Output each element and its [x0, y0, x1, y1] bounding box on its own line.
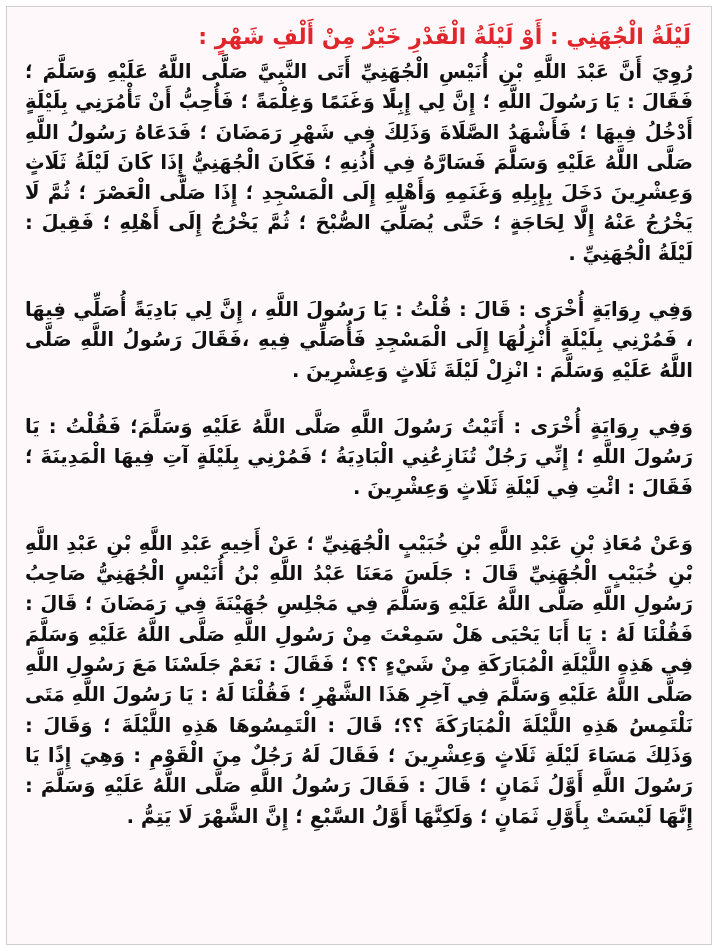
- section-title: لَيْلَةُ الْجُهَنِي : أَوْ لَيْلَةُ الْقَدْرِ خَيْرٌ مِنْ أَلْفِ شَهْرٍ :: [198, 25, 691, 50]
- paragraph-third-narration: وَفِي رِوَايَةٍ أُخْرَى : أَتَيْتُ رَسُولَ اللَّهِ صَلَّى اللَّهُ عَلَيْهِ وَسَلَّمَ؛ فَقُلْتُ : يَا رَسُولَ اللَّهِ ؛ إِنِّي رَجُلٌ تُنَازِعُنِي الْبَادِيَةُ ؛ فَمُرْنِي بِلَيْلَةٍ آتِ فِيهَا الْمَدِينَةَ ؛ فَقَالَ : ائْتِ فِي لَيْلَةِ ثَلَاثٍ وَعِشْرِينَ .: [25, 414, 693, 499]
- paragraph-gap: [25, 386, 693, 412]
- document-frame: [6, 6, 712, 945]
- paragraph-main-narration: رُوِيَ أَنَّ عَبْدَ اللَّهِ بْنِ أُنَيْسِ الْجُهَنِيِّ أَتَى النَّبِيَّ صَلَّى اللَّهُ عَلَيْهِ وَسَلَّمَ ؛ فَقَالَ : يَا رَسُولَ اللَّهِ ؛ إِنَّ لِي إِبِلًا وَغَنَمًا وَغِلْمَةً ؛ فَأُحِبُّ أَنْ تَأْمُرَنِي بِلَيْلَةٍ أَدْخُلُ فِيهَا ؛ فَأَشْهَدُ الصَّلَاةَ وَذَلِكَ فِي شَهْرِ رَمَضَانَ ؛ فَدَعَاهُ رَسُولُ اللَّهِ صَلَّى اللَّهُ عَلَيْهِ وَسَلَّمَ فَسَارَّهُ فِي أُذُنِهِ ؛ فَكَانَ الْجُهَنِيُّ إِذَا كَانَ لَيْلَةُ ثَلَاثٍ وَعِشْرِينَ دَخَلَ بِإِبِلِهِ وَغَنَمِهِ وَأَهْلِهِ إِلَى الْمَسْجِدِ ؛ إِذَا صَلَّى الْعَصْرَ ؛ ثُمَّ لَا يَخْرُجُ عَنْهُ إِلَّا لِحَاجَةٍ ؛ حَتَّى يُصَلِّيَ الصُّبْحَ ؛ ثُمَّ يَخْرُجُ إِلَى أَهْلِهِ ؛ فَقِيلَ : لَيْلَةُ الْجُهَنِيِّ .: [25, 60, 693, 265]
- paragraph-fourth-narration: وَعَنْ مُعَاذِ بْنِ عَبْدِ اللَّهِ بْنِ خُبَيْبٍ الْجُهَنِيِّ ؛ عَنْ أَخِيهِ عَبْدِ اللَّهِ بْنِ عَبْدِ اللَّهِ بْنِ خُبَيْبٍ الْجُهَنِيِّ قَالَ : جَلَسَ مَعَنَا عَبْدُ اللَّهِ بْنُ أُنَيْسٍ الْجُهَنِيُّ صَاحِبُ رَسُولِ اللَّهِ صَلَّى اللَّهُ عَلَيْهِ وَسَلَّمَ فِي مَجْلِسِ جُهَيْنَةَ فِي رَمَضَانَ ؛ قَالَ : فَقُلْنَا لَهُ : يَا أَبَا يَحْيَى هَلْ سَمِعْتَ مِنْ رَسُولِ اللَّهِ صَلَّى اللَّهُ عَلَيْهِ وَسَلَّمَ فِي هَذِهِ اللَّيْلَةِ الْمُبَارَكَةِ مِنْ شَيْءٍ ؟؟ ؛ فَقَالَ : نَعَمْ جَلَسْنَا مَعَ رَسُولِ اللَّهِ صَلَّى اللَّهُ عَلَيْهِ وَسَلَّمَ فِي آخِرِ هَذَا الشَّهْرِ ؛ فَقُلْنَا لَهُ : يَا رَسُولَ اللَّهِ مَتَى نَلْتَمِسُ هَذِهِ اللَّيْلَةَ الْمُبَارَكَةَ ؟؟؛ قَالَ : الْتَمِسُوهَا هَذِهِ اللَّيْلَةَ ؛ وَقَالَ : وَذَلِكَ مَسَاءَ لَيْلَةِ ثَلَاثٍ وَعِشْرِينَ ؛ فَقَالَ لَهُ رَجُلٌ مِنَ الْقَوْمِ : وَهِيَ إِذًا يَا رَسُولَ اللَّهِ أَوَّلُ ثَمَانٍ ؛ قَالَ : فَقَالَ رَسُولُ اللَّهِ صَلَّى اللَّهُ عَلَيْهِ وَسَلَّمَ : إِنَّهَا لَيْسَتْ بِأَوَّلِ ثَمَانٍ ؛ وَلَكِنَّهَا أَوَّلُ السَّبْعِ ؛ إِنَّ الشَّهْرَ لَا يَتِمُّ .: [25, 531, 693, 828]
- document-content: [25, 19, 693, 832]
- paragraph-gap: [25, 503, 693, 529]
- paragraph-second-narration: وَفِي رِوَايَةٍ أُخْرَى : قَالَ : قُلْتُ : يَا رَسُولَ اللَّهِ ، إِنَّ لِي بَادِيَةً أُصَلِّي فِيهَا ، فَمُرْنِي بِلَيْلَةٍ أُنْزِلُهَا إِلَى الْمَسْجِدِ فَأُصَلِّي فِيهِ ،فَقَالَ رَسُولُ اللَّهِ صَلَّى اللَّهُ عَلَيْهِ وَسَلَّمَ : انْزِلْ لَيْلَةَ ثَلَاثٍ وَعِشْرِينَ .: [25, 298, 693, 382]
- paragraph-gap: [25, 269, 693, 295]
